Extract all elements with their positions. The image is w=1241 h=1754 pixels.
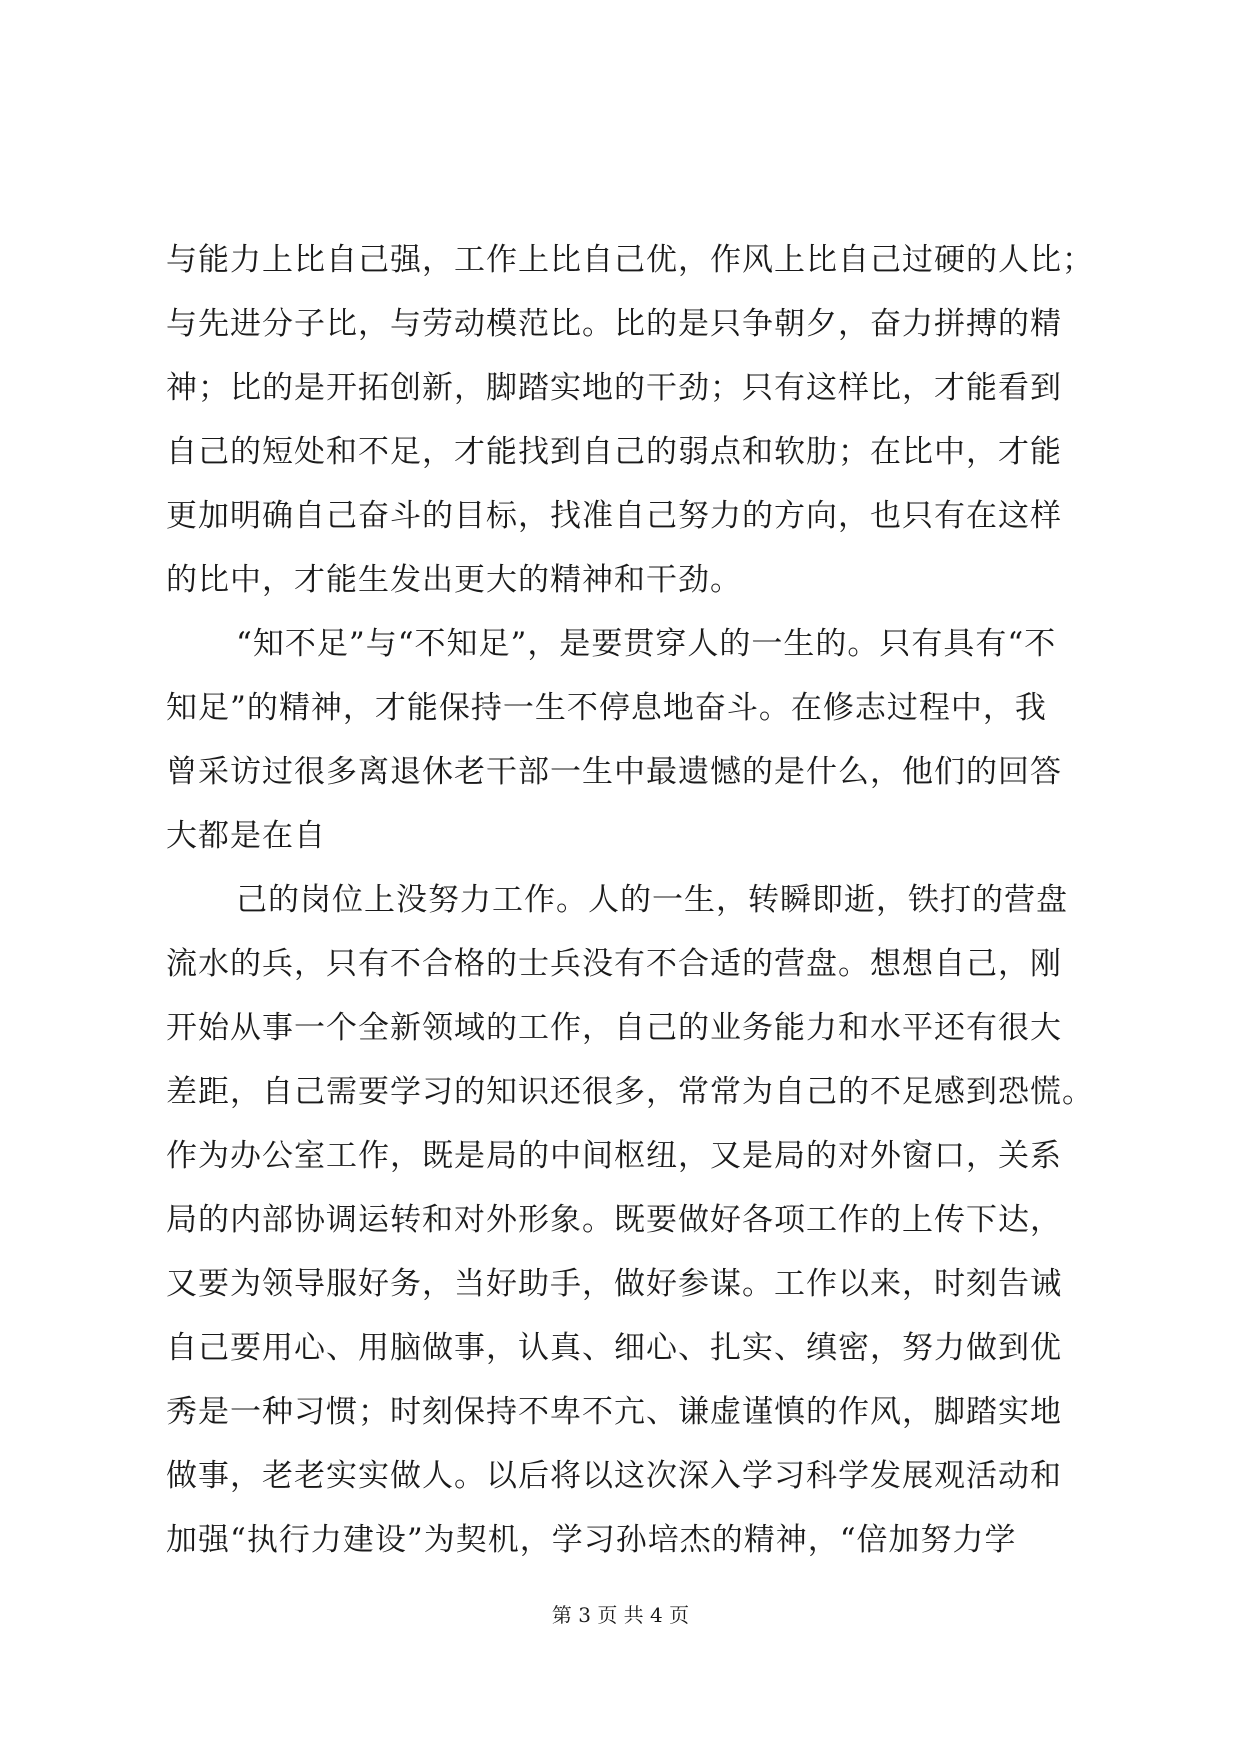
text-line: 秀是一种习惯；时刻保持不卑不亢、谦虚谨慎的作风，脚踏实地 [166, 1394, 1062, 1430]
text-line: 局的内部协调运转和对外形象。既要做好各项工作的上传下达， [166, 1202, 1062, 1238]
text-line: 作为办公室工作，既是局的中间枢纽，又是局的对外窗口，关系 [166, 1138, 1062, 1174]
text-line: 自己的短处和不足，才能找到自己的弱点和软肋；在比中，才能 [166, 434, 1062, 470]
text-line: 与能力上比自己强，工作上比自己优，作风上比自己过硬的人比； [166, 242, 1094, 278]
text-line-paragraph-start: “知不足”与“不知足”，是要贯穿人的一生的。只有具有“不 [236, 626, 1057, 662]
text-line: 又要为领导服好务，当好助手，做好参谋。工作以来，时刻告诫 [166, 1266, 1062, 1302]
page-footer [0, 1600, 1241, 1630]
text-line: 的比中，才能生发出更大的精神和干劲。 [166, 562, 742, 598]
page-number-label: 第 3 页 共 4 页 [551, 1603, 690, 1627]
text-line: 加强“执行力建设”为契机，学习孙培杰的精神，“倍加努力学 [166, 1522, 1017, 1558]
text-line: 大都是在自 [166, 818, 326, 854]
text-line-paragraph-start: 己的岗位上没努力工作。人的一生，转瞬即逝，铁打的营盘 [236, 882, 1068, 918]
text-line: 差距，自己需要学习的知识还很多，常常为自己的不足感到恐慌。 [166, 1074, 1094, 1110]
text-line: 曾采访过很多离退休老干部一生中最遗憾的是什么，他们的回答 [166, 754, 1062, 790]
text-line: 流水的兵，只有不合格的士兵没有不合适的营盘。想想自己，刚 [166, 946, 1062, 982]
text-line: 做事，老老实实做人。以后将以这次深入学习科学发展观活动和 [166, 1458, 1062, 1494]
text-line: 神；比的是开拓创新，脚踏实地的干劲；只有这样比，才能看到 [166, 370, 1062, 406]
text-line: 更加明确自己奋斗的目标，找准自己努力的方向，也只有在这样 [166, 498, 1062, 534]
text-line: 自己要用心、用脑做事，认真、细心、扎实、缜密，努力做到优 [166, 1330, 1062, 1366]
body-text [166, 228, 1094, 1572]
text-line: 知足”的精神，才能保持一生不停息地奋斗。在修志过程中，我 [166, 690, 1047, 726]
text-line: 开始从事一个全新领域的工作，自己的业务能力和水平还有很大 [166, 1010, 1062, 1046]
text-line: 与先进分子比，与劳动模范比。比的是只争朝夕，奋力拼搏的精 [166, 306, 1062, 342]
